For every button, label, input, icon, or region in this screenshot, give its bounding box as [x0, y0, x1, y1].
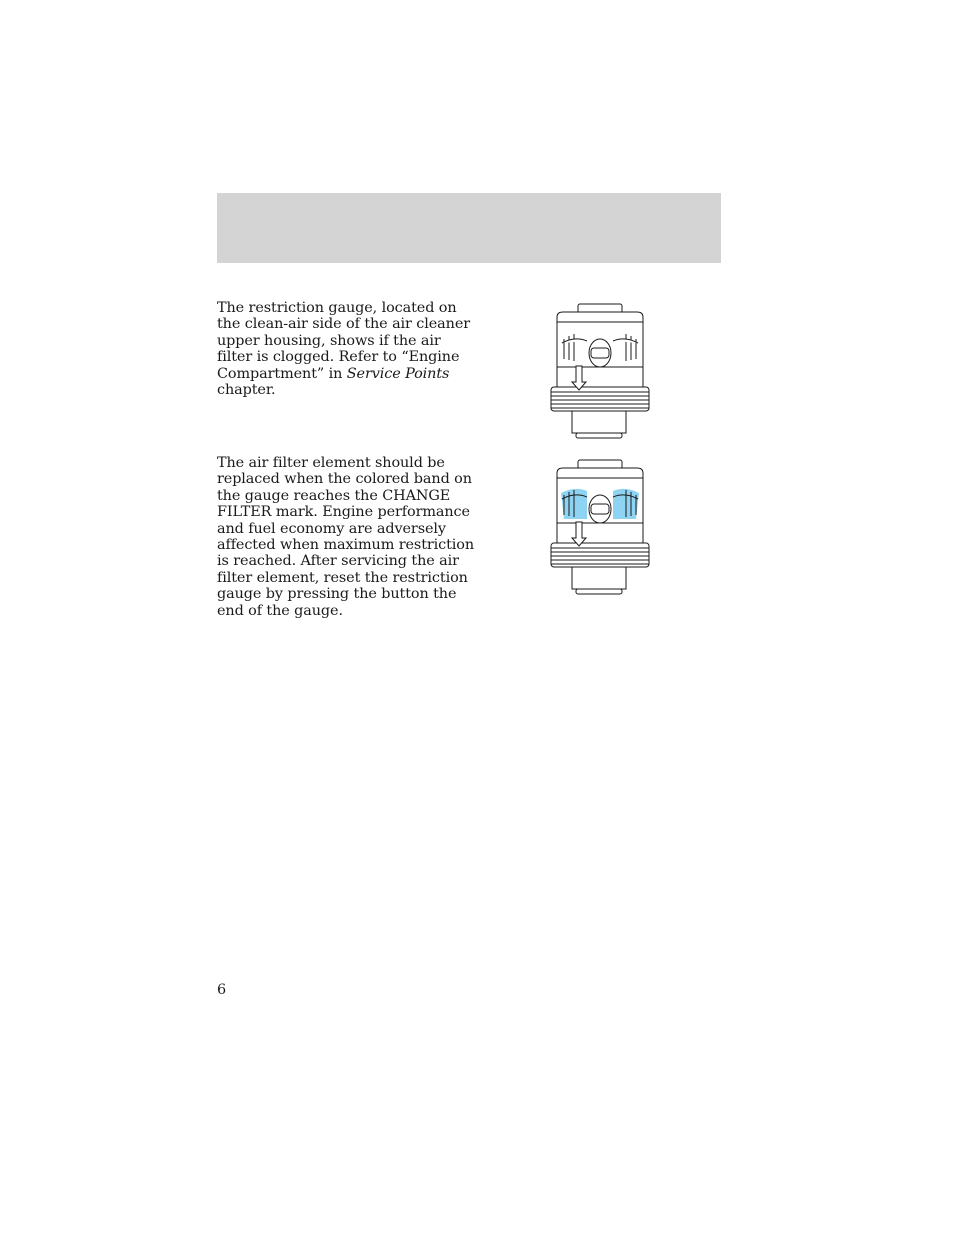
replace-filter-paragraph: The air filter element should be replaced when the colored band on the gauge reaches the CHANGE FILTER mark. Engine performance and fuel economy are adversely affected when maximum restriction is reached. After servicing the air filter element, reset the restriction gauge by pressing the button the end of the gauge.: [217, 455, 475, 619]
service-points-reference: Service Points: [346, 365, 450, 382]
restriction-gauge-normal-illustration: [549, 303, 651, 440]
page-number: 6: [217, 982, 227, 998]
section-header-band: [217, 193, 721, 263]
restriction-gauge-change-filter-illustration: [549, 459, 651, 596]
restriction-gauge-paragraph: The restriction gauge, located on the clean-air side of the air cleaner upper housing, shows if the air filter is clogged. Refer to “Engine Compartment” in Service Points chapter.: [217, 300, 471, 399]
